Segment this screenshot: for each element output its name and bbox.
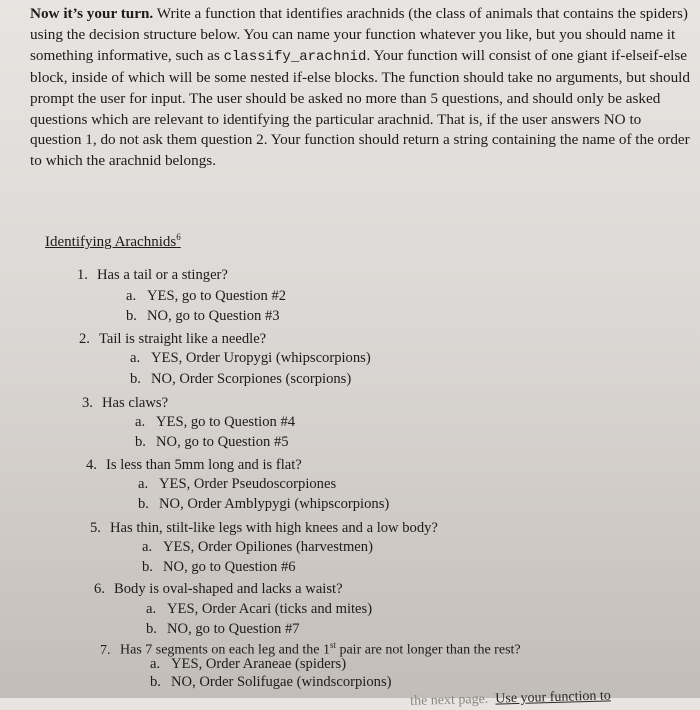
question-1 — [77, 266, 228, 284]
question-5 — [90, 519, 438, 537]
answer-text: NO, go to Question #5 — [156, 434, 289, 450]
question-6 — [94, 580, 343, 598]
answer-letter: b. — [126, 308, 137, 324]
answer-letter: a. — [146, 601, 157, 617]
section-heading-text: Identifying Arachnids — [45, 234, 177, 250]
answer-letter: b. — [150, 674, 161, 690]
question-text: Has claws? — [102, 395, 169, 411]
question-2-answer-a — [130, 349, 371, 367]
cutoff-text: Use your function to — [495, 688, 611, 707]
question-number: 5. — [90, 520, 101, 536]
question-3-answer-a — [135, 413, 295, 431]
question-number: 6. — [94, 581, 105, 597]
answer-text: YES, go to Question #2 — [147, 288, 287, 304]
cutoff-bottom-text — [410, 688, 611, 710]
answer-letter: b. — [142, 559, 153, 575]
instructions-text-1: Write a function that identifies arachnids (the class of animals that contains the spiders) using the decision structure below. You can name your function whatever you like, but you should name it something informative, such as — [30, 5, 688, 64]
question-7-answer-a — [150, 655, 346, 673]
heading-footnote-marker: 6 — [176, 232, 181, 242]
question-text-end: pair are not longer than the rest? — [335, 642, 521, 658]
question-text: Has thin, stilt-like legs with high knees and a low body? — [110, 520, 438, 536]
question-1-answer-a — [126, 287, 286, 305]
question-number: 4. — [86, 457, 97, 473]
answer-text: YES, Order Opiliones (harvestmen) — [163, 539, 373, 555]
question-2 — [79, 330, 266, 348]
answer-text: NO, Order Solifugae (windscorpions) — [171, 674, 392, 690]
question-4-answer-b — [138, 495, 389, 513]
question-4-answer-a — [138, 475, 336, 493]
answer-letter: a. — [130, 350, 141, 366]
answer-text: YES, Order Araneae (spiders) — [171, 656, 347, 672]
question-6-answer-a — [146, 600, 372, 618]
answer-letter: a. — [126, 288, 137, 304]
question-7-answer-b — [150, 673, 391, 691]
ordinal-superscript: st — [329, 640, 336, 650]
answer-letter: a. — [142, 539, 153, 555]
answer-text: NO, Order Amblypygi (whipscorpions) — [159, 496, 390, 512]
question-1-answer-b — [126, 307, 280, 325]
answer-text: NO, go to Question #3 — [147, 308, 280, 324]
question-number: 1. — [77, 267, 88, 283]
answer-text: NO, Order Scorpiones (scorpions) — [151, 371, 352, 387]
question-5-answer-b — [142, 558, 296, 576]
function-name-example: classify_arachnid — [223, 48, 367, 65]
question-number: 3. — [82, 395, 93, 411]
question-text-start: Has 7 segments on each leg and the 1 — [120, 642, 330, 658]
answer-text: YES, Order Pseudoscorpiones — [159, 476, 337, 492]
answer-letter: b. — [135, 434, 146, 450]
question-number: 2. — [79, 331, 90, 347]
answer-letter: a. — [138, 476, 149, 492]
answer-letter: b. — [138, 496, 149, 512]
answer-letter: b. — [146, 621, 157, 637]
question-text: Body is oval-shaped and lacks a waist? — [114, 581, 343, 597]
question-3-answer-b — [135, 433, 289, 451]
question-3 — [82, 394, 168, 412]
answer-letter: a. — [135, 414, 146, 430]
answer-text: NO, go to Question #7 — [167, 621, 300, 637]
question-5-answer-a — [142, 538, 373, 556]
answer-text: YES, go to Question #4 — [156, 414, 296, 430]
cutoff-faded-text: the next page. — [410, 691, 489, 709]
instructions-text-2: . Your function will consist of one giant if-elseif-else block, inside of which will be some nested if-else blocks. The function should take no arguments, but should prompt the user for input. The user should be asked no more than 5 questions, and should only be asked questions which are relevant to identifying the particular arachnid. That is, if the user answers NO to question 1, do not ask them question 2. Your function should return a string containing the name of the order to which the arachnid belongs. — [30, 46, 690, 170]
instructions-paragraph — [30, 4, 692, 172]
section-heading — [45, 232, 181, 251]
question-number: 7. — [100, 642, 111, 658]
question-4 — [86, 456, 302, 474]
answer-text: YES, Order Uropygi (whipscorpions) — [151, 350, 371, 366]
instructions-lead: Now it’s your turn. — [30, 5, 154, 22]
answer-letter: b. — [130, 371, 141, 387]
question-text: Tail is straight like a needle? — [99, 331, 267, 347]
question-text: Is less than 5mm long and is flat? — [106, 457, 302, 473]
answer-text: NO, go to Question #6 — [163, 559, 296, 575]
answer-letter: a. — [150, 656, 161, 672]
question-2-answer-b — [130, 370, 351, 388]
answer-text: YES, Order Acari (ticks and mites) — [167, 601, 373, 617]
question-text: Has a tail or a stinger? — [97, 267, 228, 283]
